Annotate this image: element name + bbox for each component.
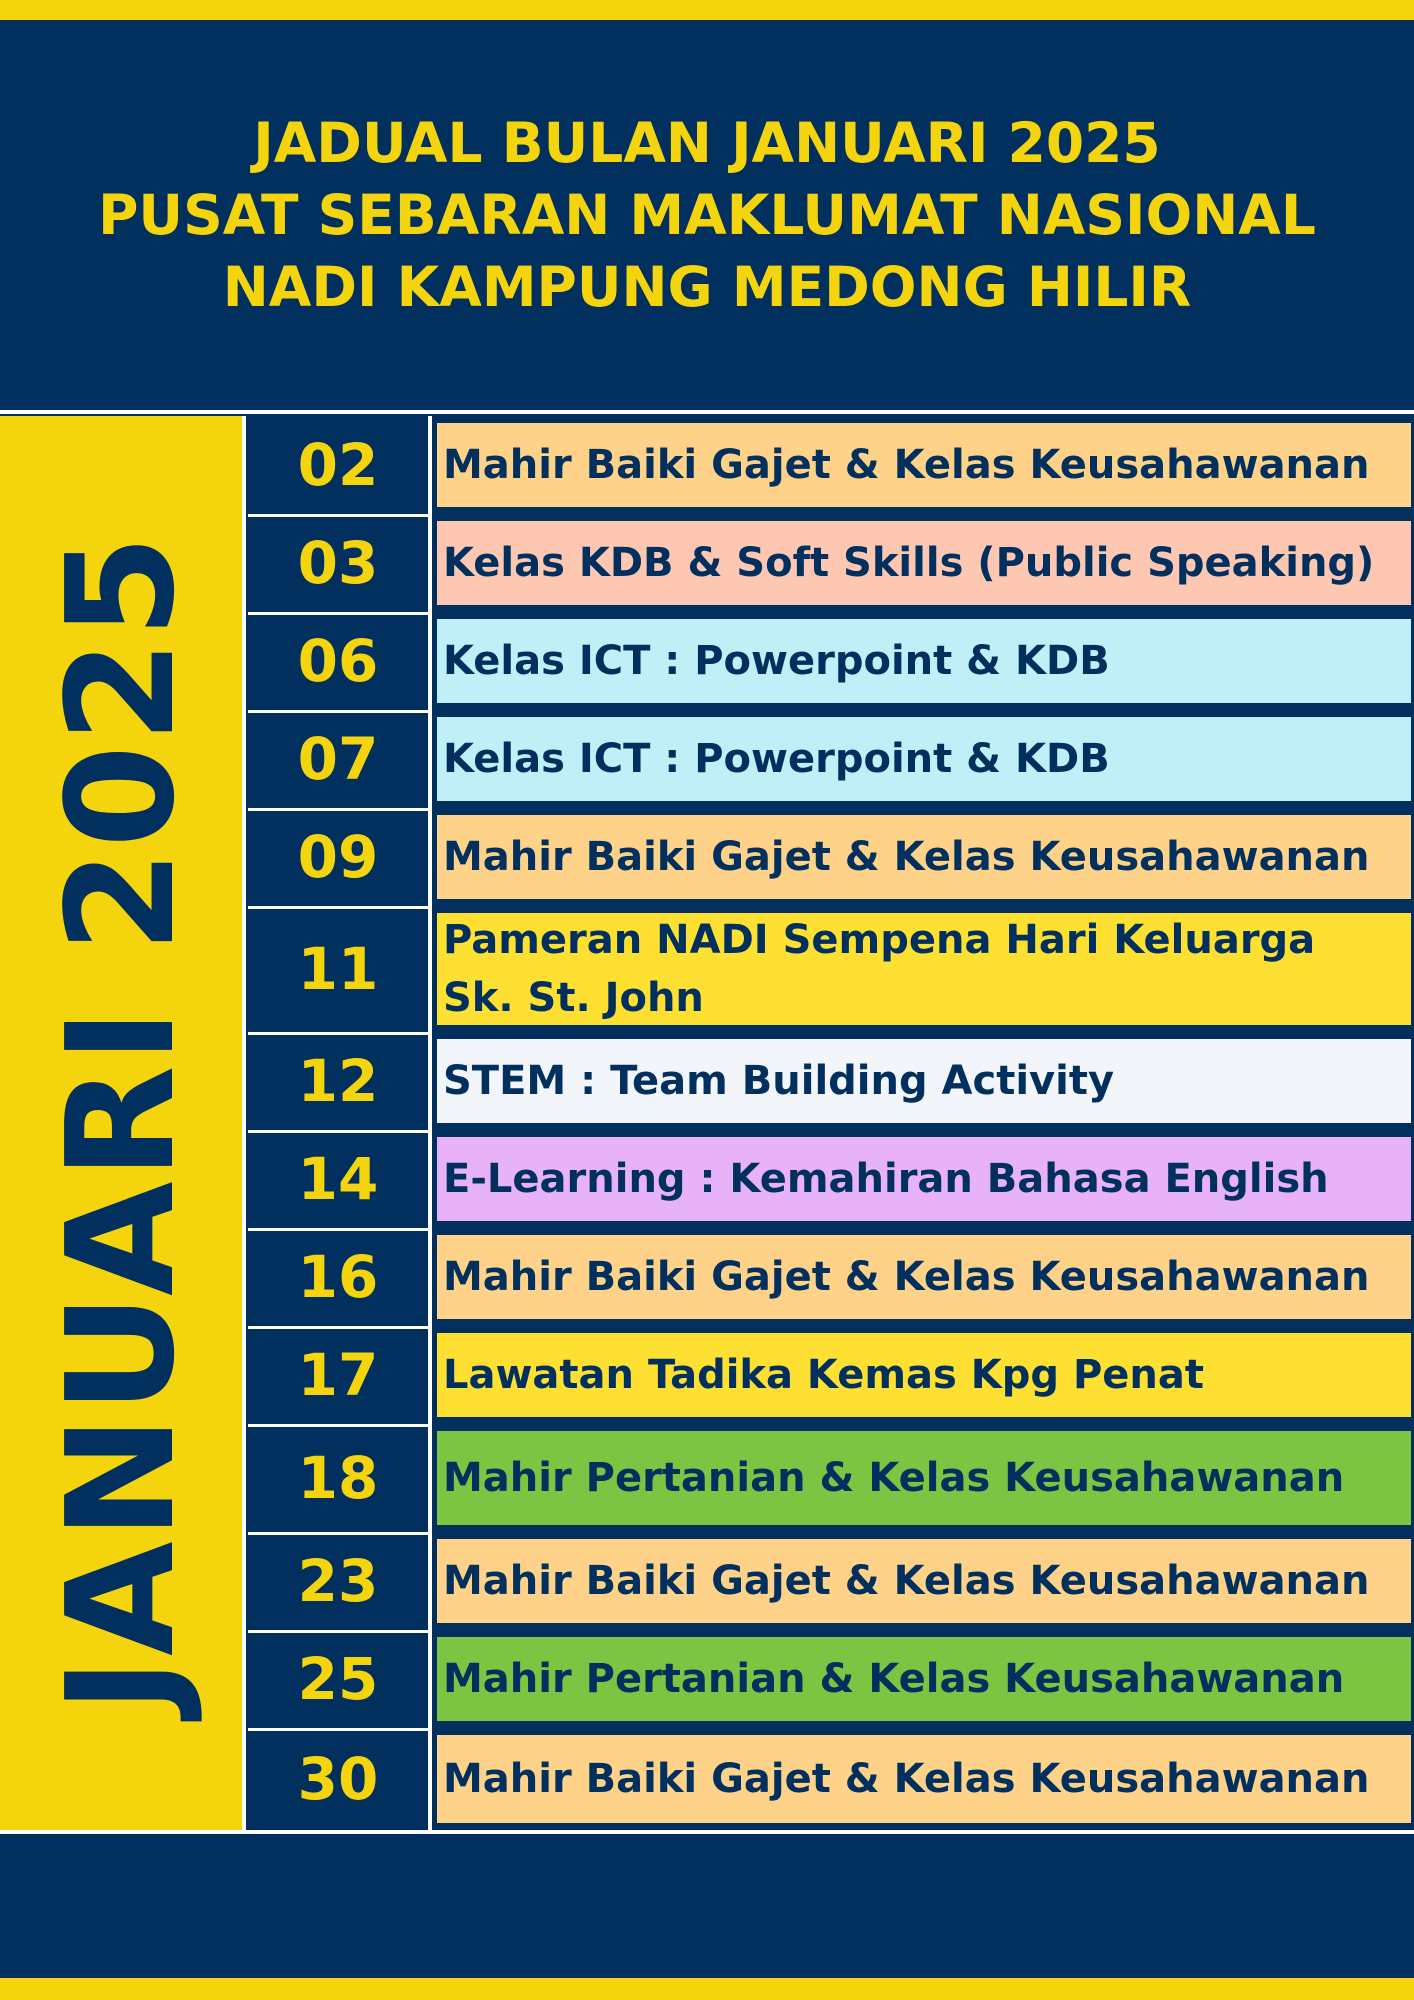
schedule-activity: E-Learning : Kemahiran Bahasa English [434,1134,1414,1224]
header-divider [0,410,1414,414]
schedule-day: 11 [297,935,379,1003]
schedule-row [248,906,1414,1032]
month-vertical-label: JANUARI 2025 [35,532,207,1714]
header-title-line-3: NADI KAMPUNG MEDONG HILIR [222,255,1192,319]
schedule-row [248,1326,1414,1424]
top-accent-strip [0,0,1414,20]
schedule-day: 07 [297,725,379,793]
column-divider [428,416,432,514]
column-divider [428,612,432,710]
schedule-activity: Kelas KDB & Soft Skills (Public Speaking) [434,518,1414,608]
schedule-day: 03 [297,529,379,597]
schedule-row [248,1228,1414,1326]
schedule-row [248,1630,1414,1728]
schedule-day: 09 [297,823,379,891]
page-header [0,20,1414,410]
schedule-day: 18 [297,1444,379,1512]
schedule-day: 23 [297,1547,379,1615]
header-title-line-1: JADUAL BULAN JANUARI 2025 [253,111,1161,175]
schedule-row [248,710,1414,808]
column-divider [428,1326,432,1424]
month-band-divider [242,416,246,1830]
schedule-day: 25 [297,1645,379,1713]
schedule-activity: Lawatan Tadika Kemas Kpg Penat [434,1330,1414,1420]
schedule-activity: Mahir Baiki Gajet & Kelas Keusahawanan [434,1732,1414,1826]
column-divider [428,1228,432,1326]
schedule-row [248,1532,1414,1630]
column-divider [428,1532,432,1630]
column-divider [428,514,432,612]
schedule-activity: Mahir Baiki Gajet & Kelas Keusahawanan [434,812,1414,902]
schedule-day: 12 [297,1047,379,1115]
column-divider [428,808,432,906]
schedule-activity: STEM : Team Building Activity [434,1036,1414,1126]
schedule-day: 17 [297,1341,379,1409]
schedule-activity: Mahir Pertanian & Kelas Keusahawanan [434,1428,1414,1528]
column-divider [428,906,432,1032]
bottom-accent-strip [0,1978,1414,2000]
schedule-day: 30 [297,1745,379,1813]
schedule-row [248,808,1414,906]
schedule-row [248,1424,1414,1532]
header-title-line-2: PUSAT SEBARAN MAKLUMAT NASIONAL [98,183,1316,247]
schedule-day: 02 [297,431,379,499]
schedule-activity: Mahir Pertanian & Kelas Keusahawanan [434,1634,1414,1724]
schedule-activity: Kelas ICT : Powerpoint & KDB [434,616,1414,706]
page-footer [0,1834,1414,1978]
schedule-activity: Mahir Baiki Gajet & Kelas Keusahawanan [434,420,1414,510]
schedule-activity: Kelas ICT : Powerpoint & KDB [434,714,1414,804]
column-divider [428,710,432,808]
schedule-activity: Mahir Baiki Gajet & Kelas Keusahawanan [434,1232,1414,1322]
schedule-row [248,1130,1414,1228]
schedule-row [248,514,1414,612]
column-divider [428,1130,432,1228]
schedule-day: 06 [297,627,379,695]
schedule-row [248,1728,1414,1830]
schedule-day: 14 [297,1145,379,1213]
schedule-activity: Pameran NADI Sempena Hari Keluarga Sk. St. John [434,910,1414,1028]
schedule-row [248,1032,1414,1130]
schedule-day: 16 [297,1243,379,1311]
schedule-row [248,612,1414,710]
column-divider [428,1630,432,1728]
column-divider [428,1728,432,1830]
column-divider [428,1032,432,1130]
column-divider [428,1424,432,1532]
schedule-row [248,416,1414,514]
schedule-activity: Mahir Baiki Gajet & Kelas Keusahawanan [434,1536,1414,1626]
